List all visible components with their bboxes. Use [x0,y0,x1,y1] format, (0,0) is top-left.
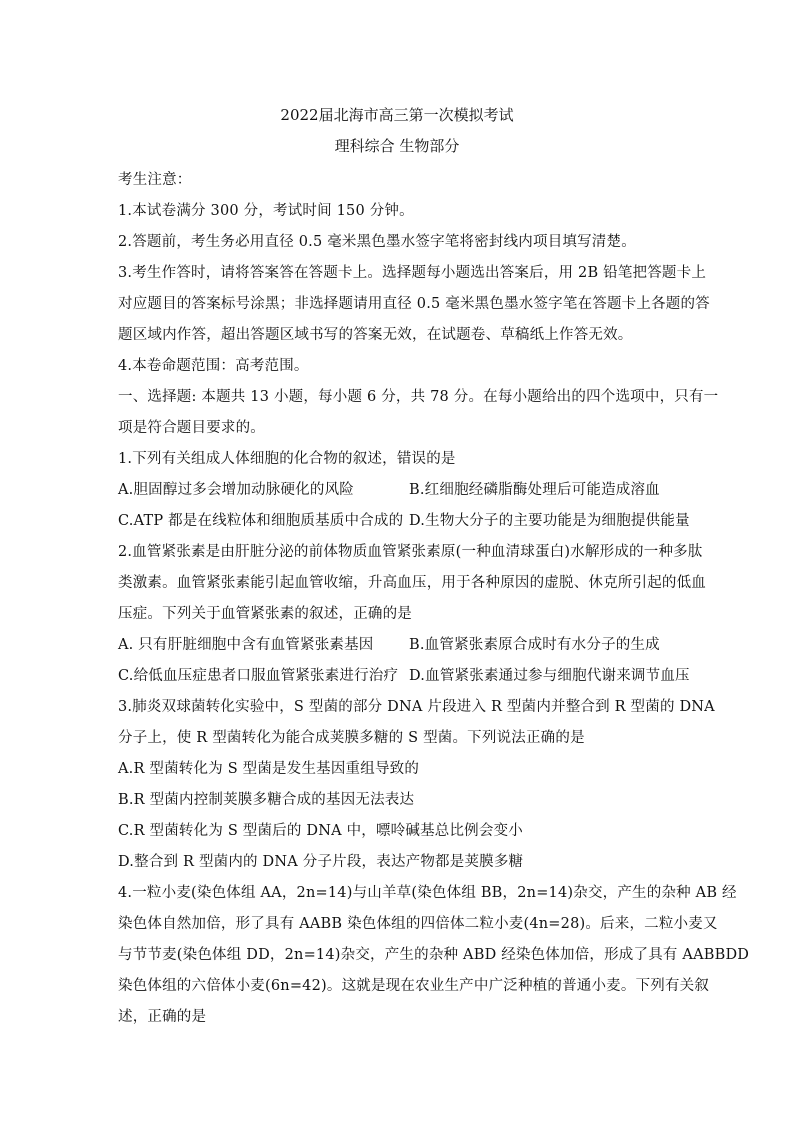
question-4-stem: 与节节麦(染色体组 DD，2n=14)杂交，产生的杂种 ABD 经染色体加倍，形成了具有 AABBDD [118,947,750,963]
exam-title: 2022届北海市高三第一次模拟考试 [280,106,514,124]
question-4-stem: 染色体自然加倍，形了具有 AABB 染色体组的四倍体二粒小麦(4n=28)。后来，二粒小麦又 [118,916,718,932]
question-1-stem: 1.下列有关组成人体细胞的化合物的叙述，错误的是 [118,451,456,467]
question-2-option-a: A. 只有肝脏细胞中含有血管紧张素基因 [118,637,374,653]
question-3-stem: 3.肺炎双球菌转化实验中，S 型菌的部分 DNA 片段进入 R 型菌内并整合到 R 型菌的 DNA [118,699,715,715]
question-3-option-d: D.整合到 R 型菌内的 DNA 分子片段，表达产物都是荚膜多糖 [118,854,524,870]
section-heading-cont: 项是符合题目要求的。 [118,420,265,436]
question-2-stem: 类激素。血管紧张素能引起血管收缩，升高血压，用于各种原因的虚脱、休克所引起的低血 [118,575,706,591]
question-2-option-c: C.给低血压症患者口服血管紧张素进行治疗 [118,668,399,684]
notice-item: 1.本试卷满分 300 分，考试时间 150 分钟。 [118,203,414,219]
question-3-option-c: C.R 型菌转化为 S 型菌后的 DNA 中，嘌呤碱基总比例会变小 [118,823,523,839]
question-2-option-b: B.血管紧张素原合成时有水分子的生成 [409,637,660,653]
question-2-stem: 2.血管紧张素是由肝脏分泌的前体物质血管紧张素原(一种血清球蛋白)水解形成的一种多肽 [118,544,703,560]
question-2-stem: 压症。下列关于血管紧张素的叙述，正确的是 [118,606,412,622]
notice-item: 3.考生作答时，请将答案答在答题卡上。选择题每小题选出答案后，用 2B 铅笔把答题卡上 [118,265,707,281]
question-3-stem: 分子上，使 R 型菌转化为能合成荚膜多糖的 S 型菌。下列说法正确的是 [118,730,585,746]
notice-heading: 考生注意： [118,172,192,188]
notice-item: 对应题目的答案标号涂黑；非选择题请用直径 0.5 毫米黑色墨水签字笔在答题卡上各题的答 [118,296,710,312]
section-heading: 一、选择题: 本题共 13 小题，每小题 6 分，共 78 分。在每小题给出的四个选项中，只有一 [118,389,719,405]
question-1-option-b: B.红细胞经磷脂酶处理后可能造成溶血 [409,482,660,498]
question-3-option-a: A.R 型菌转化为 S 型菌是发生基因重组导致的 [118,761,420,777]
notice-item: 题区域内作答，超出答题区域书写的答案无效，在试题卷、草稿纸上作答无效。 [118,327,633,343]
notice-item: 4.本卷命题范围：高考范围。 [118,358,309,374]
question-4-stem: 染色体组的六倍体小麦(6n=42)。这就是现在农业生产中广泛种植的普通小麦。下列有关叙 [118,978,710,994]
question-4-stem: 述，正确的是 [118,1009,207,1025]
question-1-option-c: C.ATP 都是在线粒体和细胞质基质中合成的 [118,513,404,529]
question-3-option-b: B.R 型菌内控制荚膜多糖合成的基因无法表达 [118,792,415,808]
question-1-option-a: A.胆固醇过多会增加动脉硬化的风险 [118,482,354,498]
exam-subtitle: 理科综合 生物部分 [334,137,460,155]
question-2-option-d: D.血管紧张素通过参与细胞代谢来调节血压 [409,668,690,684]
question-1-option-d: D.生物大分子的主要功能是为细胞提供能量 [409,513,690,529]
notice-item: 2.答题前，考生务必用直径 0.5 毫米黑色墨水签字笔将密封线内项目填写清楚。 [118,234,636,250]
question-4-stem: 4.一粒小麦(染色体组 AA，2n=14)与山羊草(染色体组 BB，2n=14)杂交，产生的杂种 AB 经 [118,885,737,901]
